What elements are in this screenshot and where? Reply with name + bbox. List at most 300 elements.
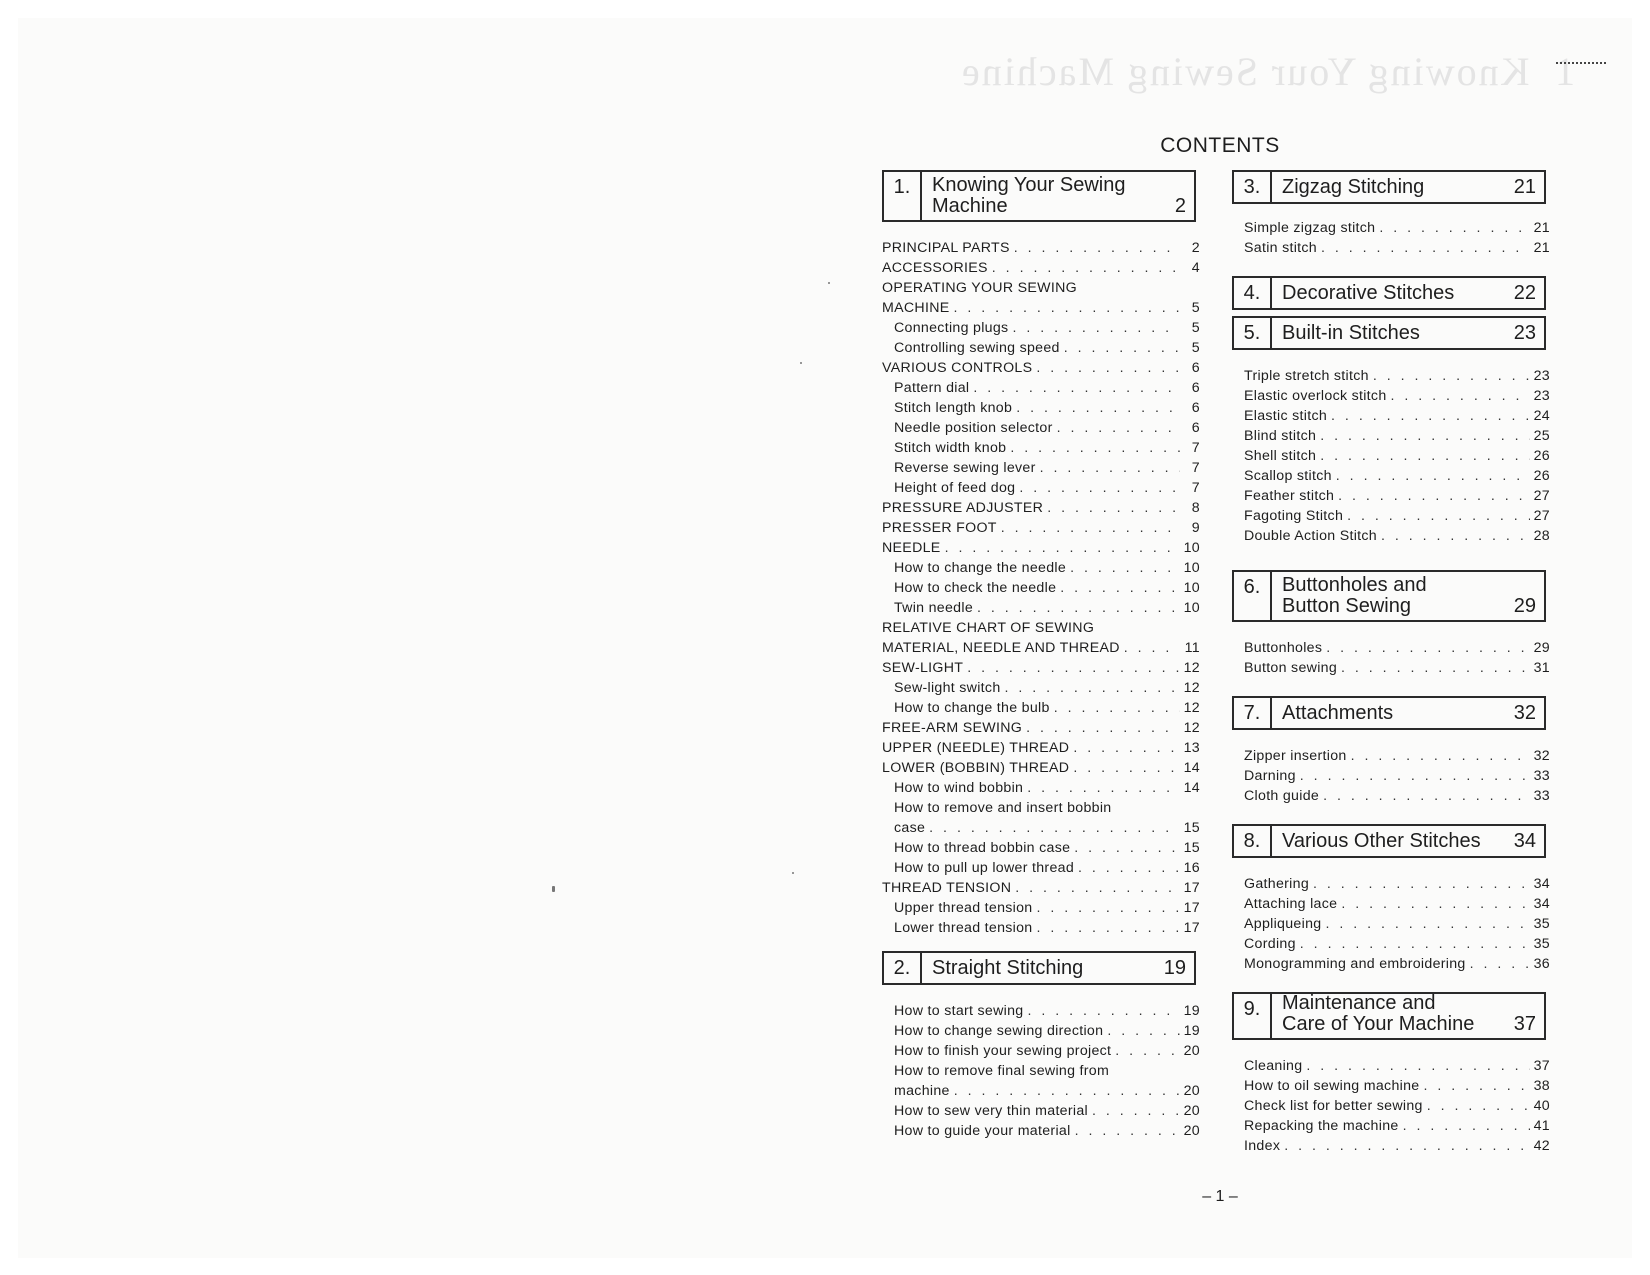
leader-dots: [1060, 578, 1179, 598]
toc-entry-page: 10: [1183, 600, 1200, 616]
chapter-2-header[interactable]: [882, 951, 1196, 985]
toc-entry-page: 8: [1191, 500, 1200, 516]
toc-entry[interactable]: [1232, 406, 1550, 426]
leader-dots: [1351, 746, 1530, 766]
toc-entry[interactable]: [1232, 238, 1550, 258]
toc-entry-label: Lower thread tension: [894, 920, 1033, 936]
chapter-number: 6.: [1234, 572, 1272, 620]
toc-entry[interactable]: [1232, 934, 1550, 954]
chapter-number: 9.: [1234, 994, 1272, 1038]
leader-dots: [1057, 418, 1180, 438]
chapter-6-header[interactable]: [1232, 570, 1546, 622]
leader-dots: [1347, 506, 1529, 526]
toc-entry-page: 4: [1191, 260, 1200, 276]
toc-entry[interactable]: [882, 278, 1200, 298]
leader-dots: [1070, 558, 1180, 578]
leader-dots: [1379, 218, 1529, 238]
toc-entry-page: 7: [1191, 440, 1200, 456]
toc-entry-page: 13: [1183, 740, 1200, 756]
toc-entry-page: 32: [1533, 748, 1550, 764]
scan-speck: [800, 362, 802, 364]
chapter-page: 29: [1513, 595, 1536, 617]
leader-dots: [1026, 718, 1180, 738]
toc-entry-label: Buttonholes: [1244, 640, 1323, 656]
toc-entry-page: 29: [1533, 640, 1550, 656]
toc-entry-label: How to thread bobbin case: [894, 840, 1071, 856]
toc-entry-page: 14: [1183, 780, 1200, 796]
toc-entry-label: MACHINE: [882, 300, 950, 316]
toc-entry-label: Blind stitch: [1244, 428, 1317, 444]
toc-entry[interactable]: [1232, 746, 1550, 766]
chapter-8-header[interactable]: [1232, 824, 1546, 858]
toc-entry[interactable]: [882, 478, 1200, 498]
toc-entry[interactable]: [882, 558, 1200, 578]
toc-entry[interactable]: [1232, 1076, 1550, 1096]
toc-entry[interactable]: [1232, 658, 1550, 678]
toc-entry-page: 20: [1183, 1103, 1200, 1119]
toc-entry-page: 21: [1533, 220, 1550, 236]
toc-entry-label: Double Action Stitch: [1244, 528, 1377, 544]
chapter-page: 37: [1513, 1013, 1536, 1035]
leader-dots: [1014, 238, 1180, 258]
toc-entry-page: 6: [1191, 360, 1200, 376]
toc-entry-label: case: [894, 820, 926, 836]
leader-dots: [1073, 758, 1179, 778]
toc-entry[interactable]: [1232, 466, 1550, 486]
toc-entry[interactable]: [882, 698, 1200, 718]
chapter-title: Zigzag Stitching: [1282, 176, 1425, 198]
toc-entry-page: 7: [1191, 460, 1200, 476]
toc-entry-label: Feather stitch: [1244, 488, 1335, 504]
bleed-through-number: 1: [1555, 49, 1575, 94]
toc-entry[interactable]: [882, 398, 1200, 418]
chapter-page: 2: [1174, 195, 1186, 217]
chapter-number: 2.: [884, 953, 922, 983]
toc-entry-label: Repacking the machine: [1244, 1118, 1399, 1134]
toc-entry-page: 10: [1183, 580, 1200, 596]
scan-speck: [792, 872, 794, 874]
toc-entry-label: How to change the needle: [894, 560, 1067, 576]
toc-entry[interactable]: [882, 358, 1200, 378]
leader-dots: [1124, 638, 1180, 658]
leader-dots: [992, 258, 1180, 278]
chapter-page: 22: [1513, 282, 1536, 304]
corner-mark: [1556, 62, 1606, 64]
bleed-through-heading: Knowing Your Sewing Machine: [960, 49, 1530, 94]
chapter-title: Knowing Your Sewing Machine: [932, 174, 1126, 217]
toc-entry[interactable]: [1232, 874, 1550, 894]
toc-entry[interactable]: [882, 318, 1200, 338]
chapter-page: 23: [1513, 322, 1536, 344]
chapter-number: 5.: [1234, 318, 1272, 348]
toc-entry-label: PRESSURE ADJUSTER: [882, 500, 1044, 516]
toc-entry[interactable]: [1232, 894, 1550, 914]
chapter-title: Straight Stitching: [932, 957, 1084, 979]
toc-entry[interactable]: [882, 838, 1200, 858]
toc-entry-label: Elastic overlock stitch: [1244, 388, 1387, 404]
toc-entry-label: Attaching lace: [1244, 896, 1338, 912]
leader-dots: [1373, 366, 1530, 386]
leader-dots: [1320, 426, 1529, 446]
leader-dots: [967, 658, 1179, 678]
toc-entry[interactable]: [882, 1001, 1200, 1021]
leader-dots: [977, 598, 1180, 618]
toc-entry-label: PRESSER FOOT: [882, 520, 997, 536]
toc-entry[interactable]: [1232, 1136, 1550, 1156]
toc-entry[interactable]: [882, 498, 1200, 518]
toc-entry[interactable]: [882, 878, 1200, 898]
toc-entry[interactable]: [882, 678, 1200, 698]
toc-entry-label: Cording: [1244, 936, 1296, 952]
leader-dots: [954, 1081, 1180, 1101]
leader-dots: [1027, 778, 1179, 798]
toc-entry-label: How to finish your sewing project: [894, 1043, 1112, 1059]
toc-entry-label: PRINCIPAL PARTS: [882, 240, 1010, 256]
toc-entry[interactable]: [882, 378, 1200, 398]
toc-entry-label: machine: [894, 1083, 950, 1099]
chapter-page: 32: [1513, 702, 1536, 724]
chapter-title: Maintenance and Care of Your Machine: [1282, 992, 1475, 1035]
toc-entry-label: Stitch length knob: [894, 400, 1013, 416]
chapter-6-entries: [1232, 638, 1550, 678]
chapter-5-entries: [1232, 366, 1550, 546]
chapter-number: 4.: [1234, 278, 1272, 308]
toc-entry[interactable]: [882, 798, 1200, 818]
toc-entry[interactable]: [882, 598, 1200, 618]
toc-entry-label: MATERIAL, NEEDLE AND THREAD: [882, 640, 1120, 656]
leader-dots: [1075, 1121, 1180, 1141]
chapter-8-entries: [1232, 874, 1550, 974]
toc-entry-label: Height of feed dog: [894, 480, 1016, 496]
toc-entry-page: 27: [1533, 508, 1550, 524]
leader-dots: [1054, 698, 1180, 718]
toc-entry[interactable]: [882, 298, 1200, 318]
toc-entry[interactable]: [882, 918, 1200, 938]
toc-entry[interactable]: [882, 258, 1200, 278]
leader-dots: [1001, 518, 1180, 538]
toc-entry[interactable]: [882, 898, 1200, 918]
toc-entry-page: 15: [1183, 820, 1200, 836]
chapter-5-header[interactable]: [1232, 316, 1546, 350]
toc-entry-label: Pattern dial: [894, 380, 970, 396]
toc-entry-page: 6: [1191, 400, 1200, 416]
toc-entry-label: Button sewing: [1244, 660, 1338, 676]
toc-entry-page: 6: [1191, 420, 1200, 436]
leader-dots: [1341, 894, 1529, 914]
leader-dots: [1323, 786, 1530, 806]
toc-entry[interactable]: [1232, 386, 1550, 406]
toc-entry-page: 42: [1533, 1138, 1550, 1154]
toc-entry[interactable]: [882, 1021, 1200, 1041]
toc-entry-label: How to oil sewing machine: [1244, 1078, 1420, 1094]
leader-dots: [1016, 398, 1180, 418]
scan-speck: [552, 886, 555, 892]
toc-entry-page: 33: [1533, 768, 1550, 784]
chapter-4-header[interactable]: [1232, 276, 1546, 310]
toc-entry-label: How to change the bulb: [894, 700, 1050, 716]
toc-entry-label: Controlling sewing speed: [894, 340, 1060, 356]
toc-entry-page: 25: [1533, 428, 1550, 444]
toc-entry[interactable]: [1232, 786, 1550, 806]
leader-dots: [1012, 318, 1180, 338]
toc-entry-page: 41: [1533, 1118, 1550, 1134]
toc-entry-label: Zipper insertion: [1244, 748, 1347, 764]
toc-entry[interactable]: [1232, 366, 1550, 386]
toc-entry-page: 12: [1183, 700, 1200, 716]
chapter-title: Buttonholes and Button Sewing: [1282, 574, 1427, 617]
leader-dots: [1321, 238, 1530, 258]
toc-entry-page: 19: [1183, 1003, 1200, 1019]
page-number: – 1 –: [1202, 1188, 1238, 1205]
toc-entry-page: 5: [1191, 320, 1200, 336]
leader-dots: [954, 298, 1180, 318]
leader-dots: [1391, 386, 1530, 406]
leader-dots: [1015, 878, 1179, 898]
leader-dots: [1313, 874, 1530, 894]
leader-dots: [1325, 914, 1529, 934]
toc-entry-label: Satin stitch: [1244, 240, 1317, 256]
toc-entry-page: 12: [1183, 720, 1200, 736]
chapter-page: 34: [1513, 830, 1536, 852]
toc-entry[interactable]: [882, 778, 1200, 798]
toc-entry-label: Elastic stitch: [1244, 408, 1328, 424]
toc-entry[interactable]: [1232, 1096, 1550, 1116]
toc-entry[interactable]: [882, 818, 1200, 838]
toc-entry-label: How to change sewing direction: [894, 1023, 1104, 1039]
toc-entry-label: Connecting plugs: [894, 320, 1009, 336]
leader-dots: [1092, 1101, 1180, 1121]
toc-entry-label: Twin needle: [894, 600, 974, 616]
toc-entry[interactable]: [882, 738, 1200, 758]
toc-entry[interactable]: [882, 538, 1200, 558]
leader-dots: [1036, 358, 1180, 378]
leader-dots: [1005, 678, 1180, 698]
toc-entry-label: VARIOUS CONTROLS: [882, 360, 1033, 376]
toc-entry[interactable]: [882, 658, 1200, 678]
toc-entry-page: 11: [1184, 640, 1200, 656]
toc-entry[interactable]: [882, 438, 1200, 458]
toc-entry-page: 10: [1183, 560, 1200, 576]
leader-dots: [1427, 1096, 1530, 1116]
chapter-title: Various Other Stitches: [1282, 830, 1481, 852]
toc-entry[interactable]: [882, 1101, 1200, 1121]
toc-entry-page: 26: [1533, 468, 1550, 484]
toc-entry[interactable]: [882, 1081, 1200, 1101]
toc-entry[interactable]: [1232, 766, 1550, 786]
toc-entry-page: 6: [1191, 380, 1200, 396]
leader-dots: [1336, 466, 1530, 486]
leader-dots: [929, 818, 1179, 838]
toc-entry[interactable]: [1232, 914, 1550, 934]
toc-entry-page: 2: [1191, 240, 1200, 256]
toc-entry-page: 12: [1183, 660, 1200, 676]
toc-entry[interactable]: [1232, 426, 1550, 446]
toc-entry[interactable]: [882, 858, 1200, 878]
leader-dots: [973, 378, 1180, 398]
leader-dots: [945, 538, 1180, 558]
toc-entry[interactable]: [882, 1041, 1200, 1061]
toc-entry-label: ACCESSORIES: [882, 260, 988, 276]
contents-column-left: [882, 170, 1200, 1141]
leader-dots: [1028, 1001, 1180, 1021]
toc-entry[interactable]: [1232, 1056, 1550, 1076]
toc-entry[interactable]: [882, 338, 1200, 358]
leader-dots: [1047, 498, 1180, 518]
leader-dots: [1037, 918, 1180, 938]
chapter-number: 8.: [1234, 826, 1272, 856]
toc-entry[interactable]: [1232, 218, 1550, 238]
toc-entry[interactable]: [1232, 1116, 1550, 1136]
toc-entry-page: 40: [1533, 1098, 1550, 1114]
toc-entry-page: 23: [1533, 368, 1550, 384]
toc-entry-label: Appliqueing: [1244, 916, 1322, 932]
toc-entry[interactable]: [882, 238, 1200, 258]
toc-entry-label: Cloth guide: [1244, 788, 1320, 804]
chapter-page: 21: [1513, 176, 1536, 198]
leader-dots: [1115, 1041, 1179, 1061]
toc-entry-label: Stitch width knob: [894, 440, 1007, 456]
toc-entry-label: Reverse sewing lever: [894, 460, 1036, 476]
toc-entry[interactable]: [882, 578, 1200, 598]
chapter-title: Built-in Stitches: [1282, 322, 1420, 344]
chapter-7-entries: [1232, 746, 1550, 806]
toc-entry-label: Index: [1244, 1138, 1281, 1154]
toc-entry-label: Scallop stitch: [1244, 468, 1332, 484]
toc-entry[interactable]: [1232, 954, 1550, 974]
toc-entry-page: 20: [1183, 1043, 1200, 1059]
chapter-title: Attachments: [1282, 702, 1394, 724]
toc-entry-page: 20: [1183, 1123, 1200, 1139]
toc-entry-label: SEW-LIGHT: [882, 660, 964, 676]
toc-entry-page: 10: [1183, 540, 1200, 556]
toc-entry-label: UPPER (NEEDLE) THREAD: [882, 740, 1070, 756]
toc-entry-label: Gathering: [1244, 876, 1310, 892]
toc-entry-page: 26: [1533, 448, 1550, 464]
toc-entry[interactable]: [882, 1061, 1200, 1081]
toc-entry-page: 20: [1183, 1083, 1200, 1099]
toc-entry-label: How to pull up lower thread: [894, 860, 1075, 876]
toc-entry-label: Shell stitch: [1244, 448, 1317, 464]
toc-entry-page: 27: [1533, 488, 1550, 504]
leader-dots: [1037, 898, 1180, 918]
toc-entry-page: 17: [1183, 900, 1200, 916]
chapter-7-header[interactable]: [1232, 696, 1546, 730]
leader-dots: [1320, 446, 1529, 466]
toc-entry[interactable]: [882, 418, 1200, 438]
toc-entry-label: Upper thread tension: [894, 900, 1033, 916]
leader-dots: [1064, 338, 1180, 358]
toc-entry[interactable]: [1232, 446, 1550, 466]
leader-dots: [1078, 858, 1180, 878]
toc-entry-label: Monogramming and embroidering: [1244, 956, 1466, 972]
toc-entry[interactable]: [882, 758, 1200, 778]
toc-entry-label: OPERATING YOUR SEWING: [882, 280, 1077, 296]
leader-dots: [1284, 1136, 1529, 1156]
toc-entry-label: How to guide your material: [894, 1123, 1071, 1139]
toc-entry-page: 14: [1183, 760, 1200, 776]
leader-dots: [1040, 458, 1180, 478]
toc-entry[interactable]: [882, 638, 1200, 658]
chapter-number: 7.: [1234, 698, 1272, 728]
contents-title: CONTENTS: [1160, 134, 1280, 158]
toc-entry-page: 23: [1533, 388, 1550, 404]
toc-entry-page: 12: [1183, 680, 1200, 696]
leader-dots: [1300, 934, 1530, 954]
toc-entry-page: 33: [1533, 788, 1550, 804]
toc-entry[interactable]: [882, 1121, 1200, 1141]
leader-dots: [1019, 478, 1180, 498]
toc-entry-page: 38: [1533, 1078, 1550, 1094]
toc-entry-page: 21: [1533, 240, 1550, 256]
toc-entry-label: How to remove and insert bobbin: [894, 800, 1112, 816]
toc-entry[interactable]: [882, 458, 1200, 478]
toc-entry-label: Darning: [1244, 768, 1296, 784]
toc-entry-label: How to wind bobbin: [894, 780, 1024, 796]
toc-entry[interactable]: [1232, 486, 1550, 506]
toc-entry-page: 35: [1533, 916, 1550, 932]
chapter-number: 1.: [884, 172, 922, 220]
chapter-3-entries: [1232, 218, 1550, 258]
toc-entry-page: 31: [1533, 660, 1550, 676]
scan-speck: [828, 282, 830, 284]
leader-dots: [1338, 486, 1529, 506]
toc-entry-label: NEEDLE: [882, 540, 941, 556]
toc-entry-page: 16: [1183, 860, 1200, 876]
toc-entry-page: 24: [1533, 408, 1550, 424]
toc-entry-page: 28: [1533, 528, 1550, 544]
toc-entry-label: Simple zigzag stitch: [1244, 220, 1376, 236]
leader-dots: [1010, 438, 1180, 458]
chapter-page: 19: [1163, 957, 1186, 979]
toc-entry-page: 34: [1533, 876, 1550, 892]
toc-entry[interactable]: [882, 718, 1200, 738]
toc-entry[interactable]: [1232, 526, 1550, 546]
chapter-title: Decorative Stitches: [1282, 282, 1455, 304]
leader-dots: [1300, 766, 1530, 786]
toc-entry-page: 15: [1183, 840, 1200, 856]
chapter-1-entries: [882, 238, 1200, 938]
chapter-2-entries: [882, 1001, 1200, 1141]
toc-entry[interactable]: [1232, 506, 1550, 526]
toc-entry-page: 35: [1533, 936, 1550, 952]
toc-entry-label: FREE-ARM SEWING: [882, 720, 1023, 736]
toc-entry[interactable]: [882, 618, 1200, 638]
chapter-3-header[interactable]: [1232, 170, 1546, 204]
toc-entry-label: How to check the needle: [894, 580, 1057, 596]
toc-entry-page: 17: [1183, 920, 1200, 936]
leader-dots: [1074, 838, 1179, 858]
leader-dots: [1331, 406, 1530, 426]
contents-column-right: [1232, 170, 1550, 1156]
chapter-1-header[interactable]: [882, 170, 1196, 222]
toc-entry-page: 9: [1191, 520, 1200, 536]
leader-dots: [1073, 738, 1179, 758]
toc-entry[interactable]: [1232, 638, 1550, 658]
leader-dots: [1470, 954, 1530, 974]
toc-entry-page: 17: [1183, 880, 1200, 896]
toc-entry-label: Needle position selector: [894, 420, 1053, 436]
toc-entry-label: Triple stretch stitch: [1244, 368, 1369, 384]
leader-dots: [1381, 526, 1530, 546]
toc-entry-page: 37: [1533, 1058, 1550, 1074]
toc-entry-label: LOWER (BOBBIN) THREAD: [882, 760, 1070, 776]
chapter-9-header[interactable]: [1232, 992, 1546, 1040]
toc-entry-label: How to start sewing: [894, 1003, 1024, 1019]
toc-entry[interactable]: [882, 518, 1200, 538]
chapter-number: 3.: [1234, 172, 1272, 202]
leader-dots: [1403, 1116, 1530, 1136]
toc-entry-page: 7: [1191, 480, 1200, 496]
